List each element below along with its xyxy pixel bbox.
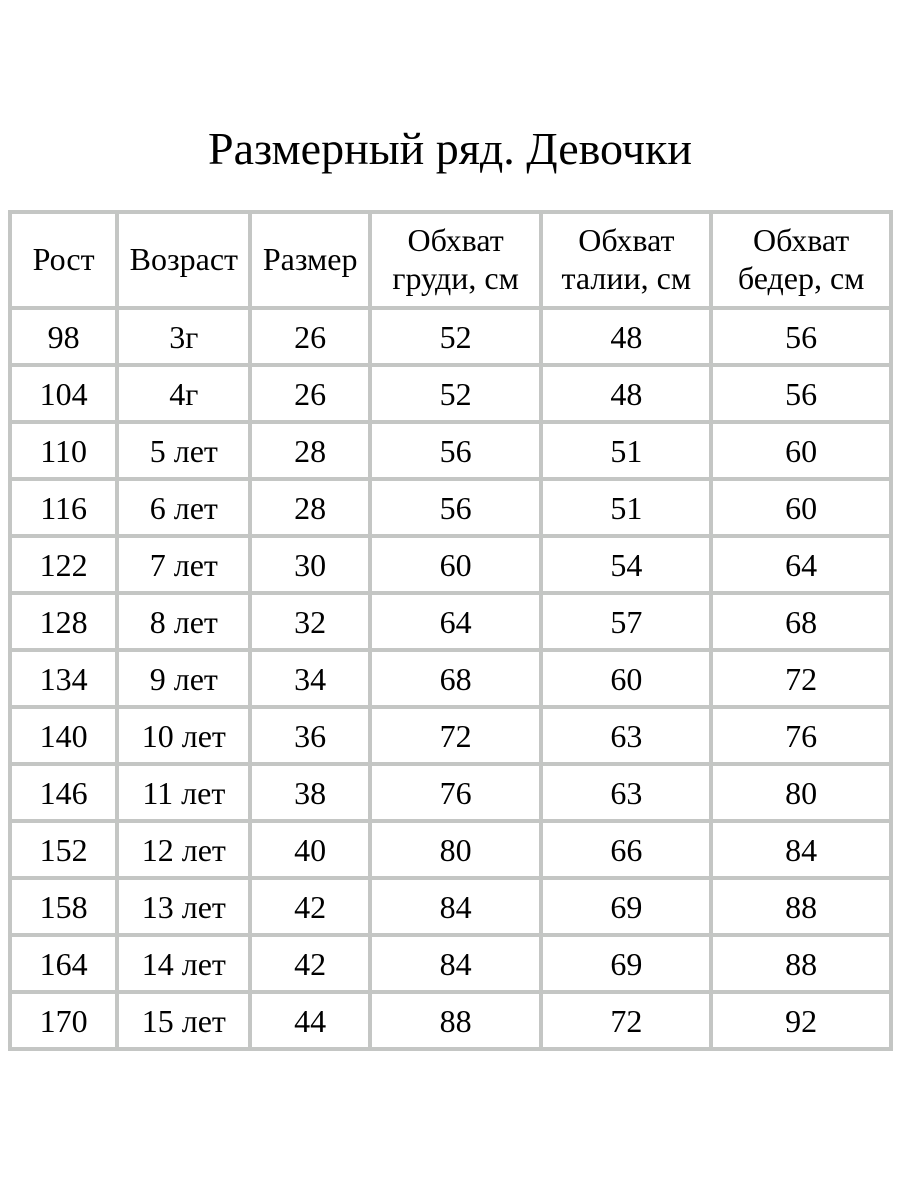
size-table-head bbox=[10, 212, 891, 308]
table-row bbox=[10, 764, 891, 821]
table-cell: 68 bbox=[370, 650, 542, 707]
table-cell: 34 bbox=[250, 650, 369, 707]
table-cell: 51 bbox=[541, 479, 711, 536]
table-cell: 128 bbox=[10, 593, 117, 650]
table-cell: 66 bbox=[541, 821, 711, 878]
table-cell: 52 bbox=[370, 308, 542, 365]
table-cell: 8 лет bbox=[117, 593, 250, 650]
table-body bbox=[10, 308, 891, 1049]
table-cell: 92 bbox=[711, 992, 891, 1049]
table-cell: 84 bbox=[711, 821, 891, 878]
table-cell: 6 лет bbox=[117, 479, 250, 536]
table-cell: 38 bbox=[250, 764, 369, 821]
table-row bbox=[10, 422, 891, 479]
table-cell: 54 bbox=[541, 536, 711, 593]
table-cell: 42 bbox=[250, 878, 369, 935]
table-cell: 110 bbox=[10, 422, 117, 479]
table-cell: 51 bbox=[541, 422, 711, 479]
table-row bbox=[10, 479, 891, 536]
table-cell: 76 bbox=[711, 707, 891, 764]
table-cell: 57 bbox=[541, 593, 711, 650]
table-cell: 40 bbox=[250, 821, 369, 878]
table-row bbox=[10, 536, 891, 593]
table-cell: 170 bbox=[10, 992, 117, 1049]
table-cell: 134 bbox=[10, 650, 117, 707]
table-cell: 69 bbox=[541, 935, 711, 992]
table-cell: 88 bbox=[711, 935, 891, 992]
table-row bbox=[10, 365, 891, 422]
table-cell: 4г bbox=[117, 365, 250, 422]
table-cell: 63 bbox=[541, 707, 711, 764]
table-cell: 84 bbox=[370, 878, 542, 935]
table-cell: 72 bbox=[541, 992, 711, 1049]
table-cell: 28 bbox=[250, 479, 369, 536]
table-cell: 122 bbox=[10, 536, 117, 593]
table-cell: 158 bbox=[10, 878, 117, 935]
table-cell: 36 bbox=[250, 707, 369, 764]
table-cell: 11 лет bbox=[117, 764, 250, 821]
table-cell: 48 bbox=[541, 308, 711, 365]
table-cell: 80 bbox=[711, 764, 891, 821]
column-header-0: Рост bbox=[10, 212, 117, 308]
table-cell: 42 bbox=[250, 935, 369, 992]
table-row bbox=[10, 707, 891, 764]
table-cell: 84 bbox=[370, 935, 542, 992]
column-header-4: Обхват талии, см bbox=[541, 212, 711, 308]
table-cell: 72 bbox=[711, 650, 891, 707]
table-cell: 5 лет bbox=[117, 422, 250, 479]
table-cell: 80 bbox=[370, 821, 542, 878]
table-cell: 52 bbox=[370, 365, 542, 422]
column-header-3: Обхват груди, см bbox=[370, 212, 542, 308]
table-cell: 26 bbox=[250, 308, 369, 365]
table-cell: 56 bbox=[370, 422, 542, 479]
column-header-2: Размер bbox=[250, 212, 369, 308]
table-cell: 88 bbox=[711, 878, 891, 935]
table-cell: 152 bbox=[10, 821, 117, 878]
table-cell: 76 bbox=[370, 764, 542, 821]
table-cell: 26 bbox=[250, 365, 369, 422]
table-cell: 116 bbox=[10, 479, 117, 536]
table-cell: 68 bbox=[711, 593, 891, 650]
table-cell: 56 bbox=[711, 308, 891, 365]
table-cell: 60 bbox=[711, 422, 891, 479]
table-header-row bbox=[10, 212, 891, 308]
column-header-1: Возраст bbox=[117, 212, 250, 308]
table-cell: 10 лет bbox=[117, 707, 250, 764]
table-cell: 9 лет bbox=[117, 650, 250, 707]
table-cell: 60 bbox=[541, 650, 711, 707]
table-cell: 98 bbox=[10, 308, 117, 365]
page-title: Размерный ряд. Девочки bbox=[208, 123, 692, 174]
table-cell: 88 bbox=[370, 992, 542, 1049]
column-header-5: Обхват бедер, см bbox=[711, 212, 891, 308]
table-cell: 12 лет bbox=[117, 821, 250, 878]
table-cell: 56 bbox=[711, 365, 891, 422]
table-row bbox=[10, 308, 891, 365]
table-cell: 15 лет bbox=[117, 992, 250, 1049]
table-cell: 64 bbox=[370, 593, 542, 650]
table-row bbox=[10, 878, 891, 935]
table-cell: 30 bbox=[250, 536, 369, 593]
table-cell: 64 bbox=[711, 536, 891, 593]
table-row bbox=[10, 650, 891, 707]
table-cell: 44 bbox=[250, 992, 369, 1049]
size-table bbox=[8, 210, 893, 1051]
table-cell: 13 лет bbox=[117, 878, 250, 935]
table-cell: 140 bbox=[10, 707, 117, 764]
table-row bbox=[10, 935, 891, 992]
table-cell: 72 bbox=[370, 707, 542, 764]
table-cell: 69 bbox=[541, 878, 711, 935]
table-cell: 63 bbox=[541, 764, 711, 821]
table-row bbox=[10, 821, 891, 878]
table-cell: 146 bbox=[10, 764, 117, 821]
table-cell: 3г bbox=[117, 308, 250, 365]
table-cell: 60 bbox=[370, 536, 542, 593]
table-cell: 48 bbox=[541, 365, 711, 422]
table-cell: 14 лет bbox=[117, 935, 250, 992]
table-cell: 56 bbox=[370, 479, 542, 536]
table-row bbox=[10, 992, 891, 1049]
table-cell: 164 bbox=[10, 935, 117, 992]
table-cell: 28 bbox=[250, 422, 369, 479]
table-cell: 60 bbox=[711, 479, 891, 536]
table-cell: 32 bbox=[250, 593, 369, 650]
table-cell: 7 лет bbox=[117, 536, 250, 593]
table-row bbox=[10, 593, 891, 650]
table-cell: 104 bbox=[10, 365, 117, 422]
